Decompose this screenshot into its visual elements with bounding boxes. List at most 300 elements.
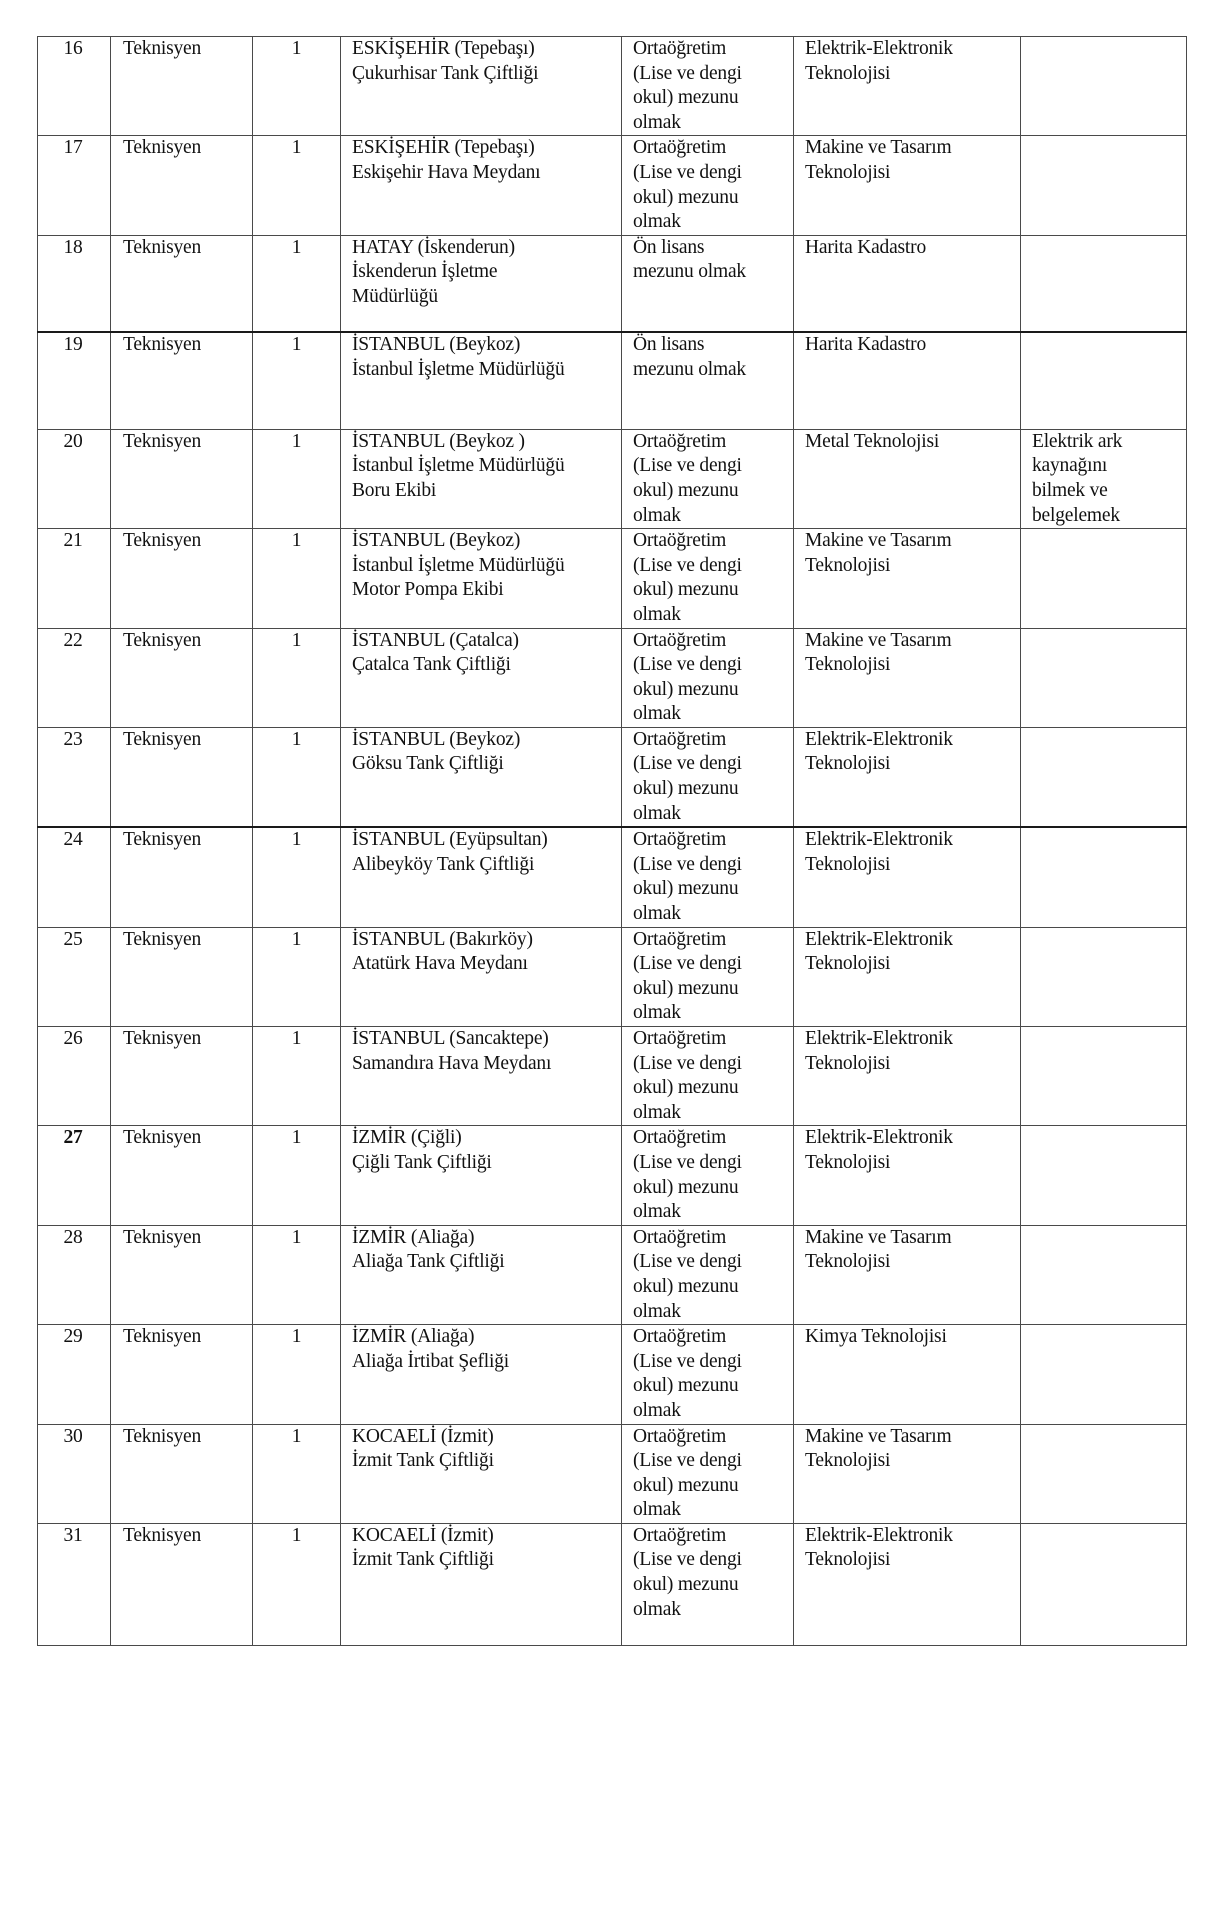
row-number-cell — [38, 628, 111, 727]
education-line: Ortaöğretim — [633, 728, 727, 750]
position-count-cell — [253, 1424, 341, 1523]
location-cell — [341, 1027, 622, 1126]
education-cell — [622, 727, 794, 827]
positions-table-body — [38, 37, 1187, 1646]
position-title-cell — [111, 529, 253, 628]
location-line: İskenderun İşletme — [352, 261, 498, 283]
row-number-cell — [38, 332, 111, 429]
position-title-cell — [111, 1523, 253, 1645]
row-number-cell — [38, 827, 111, 927]
location-line: ESKİŞEHİR (Tepebaşı) — [352, 38, 535, 59]
location-line: Çukurhisar Tank Çiftliği — [352, 62, 539, 84]
position-count: 1 — [291, 1226, 302, 1248]
position-title: Teknisyen — [123, 928, 202, 950]
table-row — [38, 1424, 1187, 1523]
education-line: Ortaöğretim — [633, 829, 727, 851]
location-cell — [341, 628, 622, 727]
location-cell — [341, 136, 622, 235]
department-line: Teknolojisi — [805, 953, 891, 975]
notes-cell — [1021, 1225, 1187, 1324]
table-row — [38, 827, 1187, 927]
location-cell — [341, 1325, 622, 1424]
position-title-cell — [111, 927, 253, 1026]
education-line: okul) mezunu — [633, 479, 739, 501]
education-line: okul) mezunu — [633, 778, 739, 800]
position-count: 1 — [291, 38, 302, 59]
education-line: olmak — [633, 1598, 681, 1620]
department-cell — [794, 927, 1021, 1026]
education-line: okul) mezunu — [633, 579, 739, 601]
position-title: Teknisyen — [123, 236, 202, 258]
table-row — [38, 727, 1187, 827]
location-line: İstanbul İşletme Müdürlüğü — [352, 358, 565, 380]
position-count-cell — [253, 235, 341, 332]
row-number: 20 — [63, 430, 83, 452]
position-count-cell — [253, 1225, 341, 1324]
row-number-cell — [38, 1126, 111, 1225]
education-line: olmak — [633, 903, 681, 925]
location-line: İSTANBUL (Beykoz) — [352, 530, 521, 552]
notes-cell — [1021, 37, 1187, 136]
location-line: İSTANBUL (Beykoz ) — [352, 430, 525, 452]
education-cell — [622, 429, 794, 528]
education-line: Ortaöğretim — [633, 1028, 727, 1049]
table-row — [38, 136, 1187, 235]
education-cell — [622, 1027, 794, 1126]
position-title: Teknisyen — [123, 334, 202, 356]
education-line: Ortaöğretim — [633, 530, 727, 552]
department-line: Elektrik-Elektronik — [805, 1127, 953, 1149]
row-number: 18 — [63, 236, 83, 258]
education-cell — [622, 827, 794, 927]
department-line: Makine ve Tasarım — [805, 137, 952, 159]
position-count-cell — [253, 136, 341, 235]
location-line: İSTANBUL (Beykoz) — [352, 728, 521, 750]
location-cell — [341, 727, 622, 827]
department-line: Teknolojisi — [805, 654, 891, 676]
table-row — [38, 1126, 1187, 1225]
department-cell — [794, 235, 1021, 332]
education-line: (Lise ve dengi — [633, 953, 742, 975]
position-title-cell — [111, 1424, 253, 1523]
location-line: Aliağa Tank Çiftliği — [352, 1251, 505, 1273]
position-title-cell — [111, 1325, 253, 1424]
row-number: 22 — [63, 629, 83, 651]
row-number-cell — [38, 1523, 111, 1645]
location-line: Göksu Tank Çiftliği — [352, 753, 504, 775]
position-count: 1 — [291, 1326, 302, 1348]
row-number: 23 — [63, 728, 83, 750]
location-line: İZMİR (Aliağa) — [352, 1226, 475, 1248]
position-title: Teknisyen — [123, 137, 202, 159]
department-cell — [794, 429, 1021, 528]
education-line: mezunu olmak — [633, 358, 746, 380]
department-cell — [794, 827, 1021, 927]
education-line: olmak — [633, 802, 681, 824]
location-line: HATAY (İskenderun) — [352, 236, 515, 258]
education-cell — [622, 927, 794, 1026]
department-line: Harita Kadastro — [805, 236, 926, 258]
department-cell — [794, 1325, 1021, 1424]
row-number-cell — [38, 927, 111, 1026]
education-line: Ortaöğretim — [633, 1127, 727, 1149]
education-line: olmak — [633, 1499, 681, 1521]
row-number-cell — [38, 727, 111, 827]
education-line: (Lise ve dengi — [633, 1549, 742, 1571]
table-row — [38, 529, 1187, 628]
notes-cell — [1021, 727, 1187, 827]
row-number-cell — [38, 1424, 111, 1523]
department-line: Teknolojisi — [805, 1151, 891, 1173]
location-cell — [341, 1225, 622, 1324]
notes-cell — [1021, 332, 1187, 429]
education-line: okul) mezunu — [633, 186, 739, 208]
education-line: okul) mezunu — [633, 1375, 739, 1397]
location-cell — [341, 37, 622, 136]
position-title-cell — [111, 1027, 253, 1126]
education-line: olmak — [633, 1101, 681, 1123]
table-row — [38, 927, 1187, 1026]
education-line: okul) mezunu — [633, 1077, 739, 1099]
department-line: Makine ve Tasarım — [805, 629, 952, 651]
education-cell — [622, 1424, 794, 1523]
education-line: Ortaöğretim — [633, 1226, 727, 1248]
position-title-cell — [111, 37, 253, 136]
department-cell — [794, 1225, 1021, 1324]
position-title: Teknisyen — [123, 430, 202, 452]
department-line: Teknolojisi — [805, 161, 891, 183]
location-line: İstanbul İşletme Müdürlüğü — [352, 455, 565, 477]
location-cell — [341, 927, 622, 1026]
education-line: (Lise ve dengi — [633, 1052, 742, 1074]
education-cell — [622, 136, 794, 235]
notes-cell — [1021, 927, 1187, 1026]
position-count: 1 — [291, 430, 302, 452]
position-count: 1 — [291, 1127, 302, 1149]
position-count-cell — [253, 1126, 341, 1225]
position-title-cell — [111, 827, 253, 927]
location-line: İSTANBUL (Bakırköy) — [352, 928, 533, 950]
education-line: okul) mezunu — [633, 678, 739, 700]
position-count: 1 — [291, 530, 302, 552]
position-title: Teknisyen — [123, 1028, 202, 1049]
position-count: 1 — [291, 1524, 302, 1546]
location-line: İzmit Tank Çiftliği — [352, 1549, 494, 1571]
position-title: Teknisyen — [123, 530, 202, 552]
position-count-cell — [253, 529, 341, 628]
education-line: olmak — [633, 1201, 681, 1223]
location-line: KOCAELİ (İzmit) — [352, 1425, 494, 1447]
position-count: 1 — [291, 137, 302, 159]
department-line: Elektrik-Elektronik — [805, 829, 953, 851]
row-number: 25 — [63, 928, 83, 950]
table-row — [38, 1523, 1187, 1645]
location-line: Alibeyköy Tank Çiftliği — [352, 853, 535, 875]
location-line: Atatürk Hava Meydanı — [352, 953, 528, 975]
education-cell — [622, 1225, 794, 1324]
education-line: Ortaöğretim — [633, 137, 727, 159]
department-cell — [794, 628, 1021, 727]
education-line: (Lise ve dengi — [633, 161, 742, 183]
location-line: İZMİR (Aliağa) — [352, 1326, 475, 1348]
education-line: olmak — [633, 111, 681, 133]
department-line: Elektrik-Elektronik — [805, 38, 953, 59]
row-number: 19 — [63, 334, 83, 356]
position-title-cell — [111, 1126, 253, 1225]
department-cell — [794, 727, 1021, 827]
education-line: olmak — [633, 603, 681, 625]
position-count-cell — [253, 628, 341, 727]
position-count: 1 — [291, 236, 302, 258]
location-cell — [341, 332, 622, 429]
position-title: Teknisyen — [123, 1524, 202, 1546]
table-row — [38, 628, 1187, 727]
notes-cell — [1021, 628, 1187, 727]
position-title: Teknisyen — [123, 1425, 202, 1447]
education-line: (Lise ve dengi — [633, 654, 742, 676]
education-line: Ortaöğretim — [633, 1425, 727, 1447]
position-title: Teknisyen — [123, 829, 202, 851]
row-number: 17 — [63, 137, 83, 159]
department-cell — [794, 1126, 1021, 1225]
education-cell — [622, 332, 794, 429]
row-number: 30 — [63, 1425, 83, 1447]
education-line: Ortaöğretim — [633, 1524, 727, 1546]
department-line: Kimya Teknolojisi — [805, 1326, 947, 1348]
department-cell — [794, 1523, 1021, 1645]
row-number: 31 — [63, 1524, 83, 1546]
position-title-cell — [111, 628, 253, 727]
location-line: Motor Pompa Ekibi — [352, 579, 504, 601]
department-line: Teknolojisi — [805, 1052, 891, 1074]
education-line: Ortaöğretim — [633, 38, 727, 59]
notes-cell — [1021, 1126, 1187, 1225]
education-line: olmak — [633, 1300, 681, 1322]
education-line: (Lise ve dengi — [633, 1251, 742, 1273]
education-line: (Lise ve dengi — [633, 62, 742, 84]
notes-line: Elektrik ark — [1032, 430, 1123, 452]
location-line: Samandıra Hava Meydanı — [352, 1052, 552, 1074]
notes-cell — [1021, 1325, 1187, 1424]
location-line: İSTANBUL (Beykoz) — [352, 334, 521, 356]
education-line: okul) mezunu — [633, 1574, 739, 1596]
location-line: Eskişehir Hava Meydanı — [352, 161, 541, 183]
education-cell — [622, 529, 794, 628]
education-line: (Lise ve dengi — [633, 753, 742, 775]
notes-cell — [1021, 1027, 1187, 1126]
table-row — [38, 1027, 1187, 1126]
education-line: (Lise ve dengi — [633, 455, 742, 477]
education-line: Ortaöğretim — [633, 629, 727, 651]
row-number-cell — [38, 235, 111, 332]
row-number-cell — [38, 37, 111, 136]
location-cell — [341, 1523, 622, 1645]
notes-cell — [1021, 827, 1187, 927]
education-line: (Lise ve dengi — [633, 554, 742, 576]
education-line: okul) mezunu — [633, 87, 739, 109]
position-count: 1 — [291, 829, 302, 851]
department-cell — [794, 1424, 1021, 1523]
notes-cell — [1021, 1523, 1187, 1645]
position-title: Teknisyen — [123, 1226, 202, 1248]
position-title: Teknisyen — [123, 1127, 202, 1149]
position-title-cell — [111, 235, 253, 332]
row-number-cell — [38, 1225, 111, 1324]
position-title-cell — [111, 136, 253, 235]
department-line: Teknolojisi — [805, 1450, 891, 1472]
education-line: okul) mezunu — [633, 1474, 739, 1496]
department-cell — [794, 332, 1021, 429]
department-line: Teknolojisi — [805, 62, 891, 84]
table-row — [38, 332, 1187, 429]
department-line: Makine ve Tasarım — [805, 1425, 952, 1447]
department-cell — [794, 37, 1021, 136]
department-cell — [794, 1027, 1021, 1126]
position-count: 1 — [291, 928, 302, 950]
row-number: 29 — [63, 1326, 83, 1348]
department-line: Elektrik-Elektronik — [805, 928, 953, 950]
position-count-cell — [253, 1523, 341, 1645]
department-line: Teknolojisi — [805, 753, 891, 775]
position-count-cell — [253, 727, 341, 827]
department-cell — [794, 529, 1021, 628]
position-count: 1 — [291, 1425, 302, 1447]
education-line: mezunu olmak — [633, 261, 746, 283]
department-line: Teknolojisi — [805, 1549, 891, 1571]
education-line: olmak — [633, 1399, 681, 1421]
notes-cell — [1021, 136, 1187, 235]
position-count-cell — [253, 1027, 341, 1126]
department-cell — [794, 136, 1021, 235]
table-row — [38, 235, 1187, 332]
education-line: olmak — [633, 703, 681, 725]
education-line: okul) mezunu — [633, 1275, 739, 1297]
position-title: Teknisyen — [123, 728, 202, 750]
position-count-cell — [253, 1325, 341, 1424]
education-line: Ön lisans — [633, 236, 705, 258]
location-line: Aliağa İrtibat Şefliği — [352, 1350, 509, 1372]
notes-cell — [1021, 529, 1187, 628]
department-line: Harita Kadastro — [805, 334, 926, 356]
location-line: İSTANBUL (Sancaktepe) — [352, 1028, 549, 1049]
row-number-cell — [38, 429, 111, 528]
location-cell — [341, 429, 622, 528]
row-number: 28 — [63, 1226, 83, 1248]
location-line: İzmit Tank Çiftliği — [352, 1450, 494, 1472]
department-line: Elektrik-Elektronik — [805, 1524, 953, 1546]
location-line: Çiğli Tank Çiftliği — [352, 1151, 492, 1173]
row-number: 16 — [63, 38, 83, 59]
position-count-cell — [253, 332, 341, 429]
position-count-cell — [253, 927, 341, 1026]
education-line: olmak — [633, 1002, 681, 1024]
location-line: Müdürlüğü — [352, 285, 438, 307]
education-line: Ortaöğretim — [633, 928, 727, 950]
positions-table — [37, 36, 1187, 1646]
position-count: 1 — [291, 728, 302, 750]
position-count: 1 — [291, 334, 302, 356]
row-number: 26 — [63, 1028, 83, 1049]
position-title-cell — [111, 1225, 253, 1324]
table-row — [38, 37, 1187, 136]
education-line: okul) mezunu — [633, 878, 739, 900]
location-line: ESKİŞEHİR (Tepebaşı) — [352, 137, 535, 159]
notes-line: bilmek ve — [1032, 479, 1108, 501]
position-count-cell — [253, 827, 341, 927]
row-number-cell — [38, 1027, 111, 1126]
location-line: İSTANBUL (Eyüpsultan) — [352, 829, 548, 851]
department-line: Teknolojisi — [805, 853, 891, 875]
table-row — [38, 1325, 1187, 1424]
location-line: İZMİR (Çiğli) — [352, 1127, 462, 1149]
education-cell — [622, 1325, 794, 1424]
education-cell — [622, 1126, 794, 1225]
department-line: Teknolojisi — [805, 554, 891, 576]
position-count-cell — [253, 37, 341, 136]
row-number: 27 — [63, 1127, 83, 1149]
department-line: Metal Teknolojisi — [805, 430, 940, 452]
education-line: okul) mezunu — [633, 977, 739, 999]
location-cell — [341, 827, 622, 927]
table-row — [38, 1225, 1187, 1324]
location-line: KOCAELİ (İzmit) — [352, 1524, 494, 1546]
position-title: Teknisyen — [123, 38, 202, 59]
location-cell — [341, 529, 622, 628]
row-number-cell — [38, 529, 111, 628]
education-line: (Lise ve dengi — [633, 1450, 742, 1472]
education-line: Ön lisans — [633, 334, 705, 356]
position-count: 1 — [291, 1028, 302, 1049]
location-line: Boru Ekibi — [352, 479, 437, 501]
position-count-cell — [253, 429, 341, 528]
notes-cell — [1021, 429, 1187, 528]
education-line: (Lise ve dengi — [633, 853, 742, 875]
row-number-cell — [38, 136, 111, 235]
row-number-cell — [38, 1325, 111, 1424]
education-cell — [622, 37, 794, 136]
education-line: (Lise ve dengi — [633, 1350, 742, 1372]
position-title: Teknisyen — [123, 1326, 202, 1348]
department-line: Elektrik-Elektronik — [805, 728, 953, 750]
notes-line: kaynağını — [1032, 455, 1108, 477]
table-row — [38, 429, 1187, 528]
location-line: İstanbul İşletme Müdürlüğü — [352, 554, 565, 576]
location-cell — [341, 1424, 622, 1523]
position-title-cell — [111, 429, 253, 528]
education-cell — [622, 235, 794, 332]
education-line: Ortaöğretim — [633, 1326, 727, 1348]
location-cell — [341, 235, 622, 332]
notes-cell — [1021, 235, 1187, 332]
location-cell — [341, 1126, 622, 1225]
education-line: olmak — [633, 504, 681, 526]
row-number: 24 — [63, 829, 83, 851]
position-title-cell — [111, 332, 253, 429]
department-line: Teknolojisi — [805, 1251, 891, 1273]
location-line: Çatalca Tank Çiftliği — [352, 654, 511, 676]
education-line: Ortaöğretim — [633, 430, 727, 452]
position-title-cell — [111, 727, 253, 827]
location-line: İSTANBUL (Çatalca) — [352, 629, 519, 651]
position-title: Teknisyen — [123, 629, 202, 651]
education-cell — [622, 1523, 794, 1645]
notes-cell — [1021, 1424, 1187, 1523]
department-line: Makine ve Tasarım — [805, 1226, 952, 1248]
position-count: 1 — [291, 629, 302, 651]
education-line: okul) mezunu — [633, 1176, 739, 1198]
education-line: (Lise ve dengi — [633, 1151, 742, 1173]
department-line: Elektrik-Elektronik — [805, 1028, 953, 1049]
